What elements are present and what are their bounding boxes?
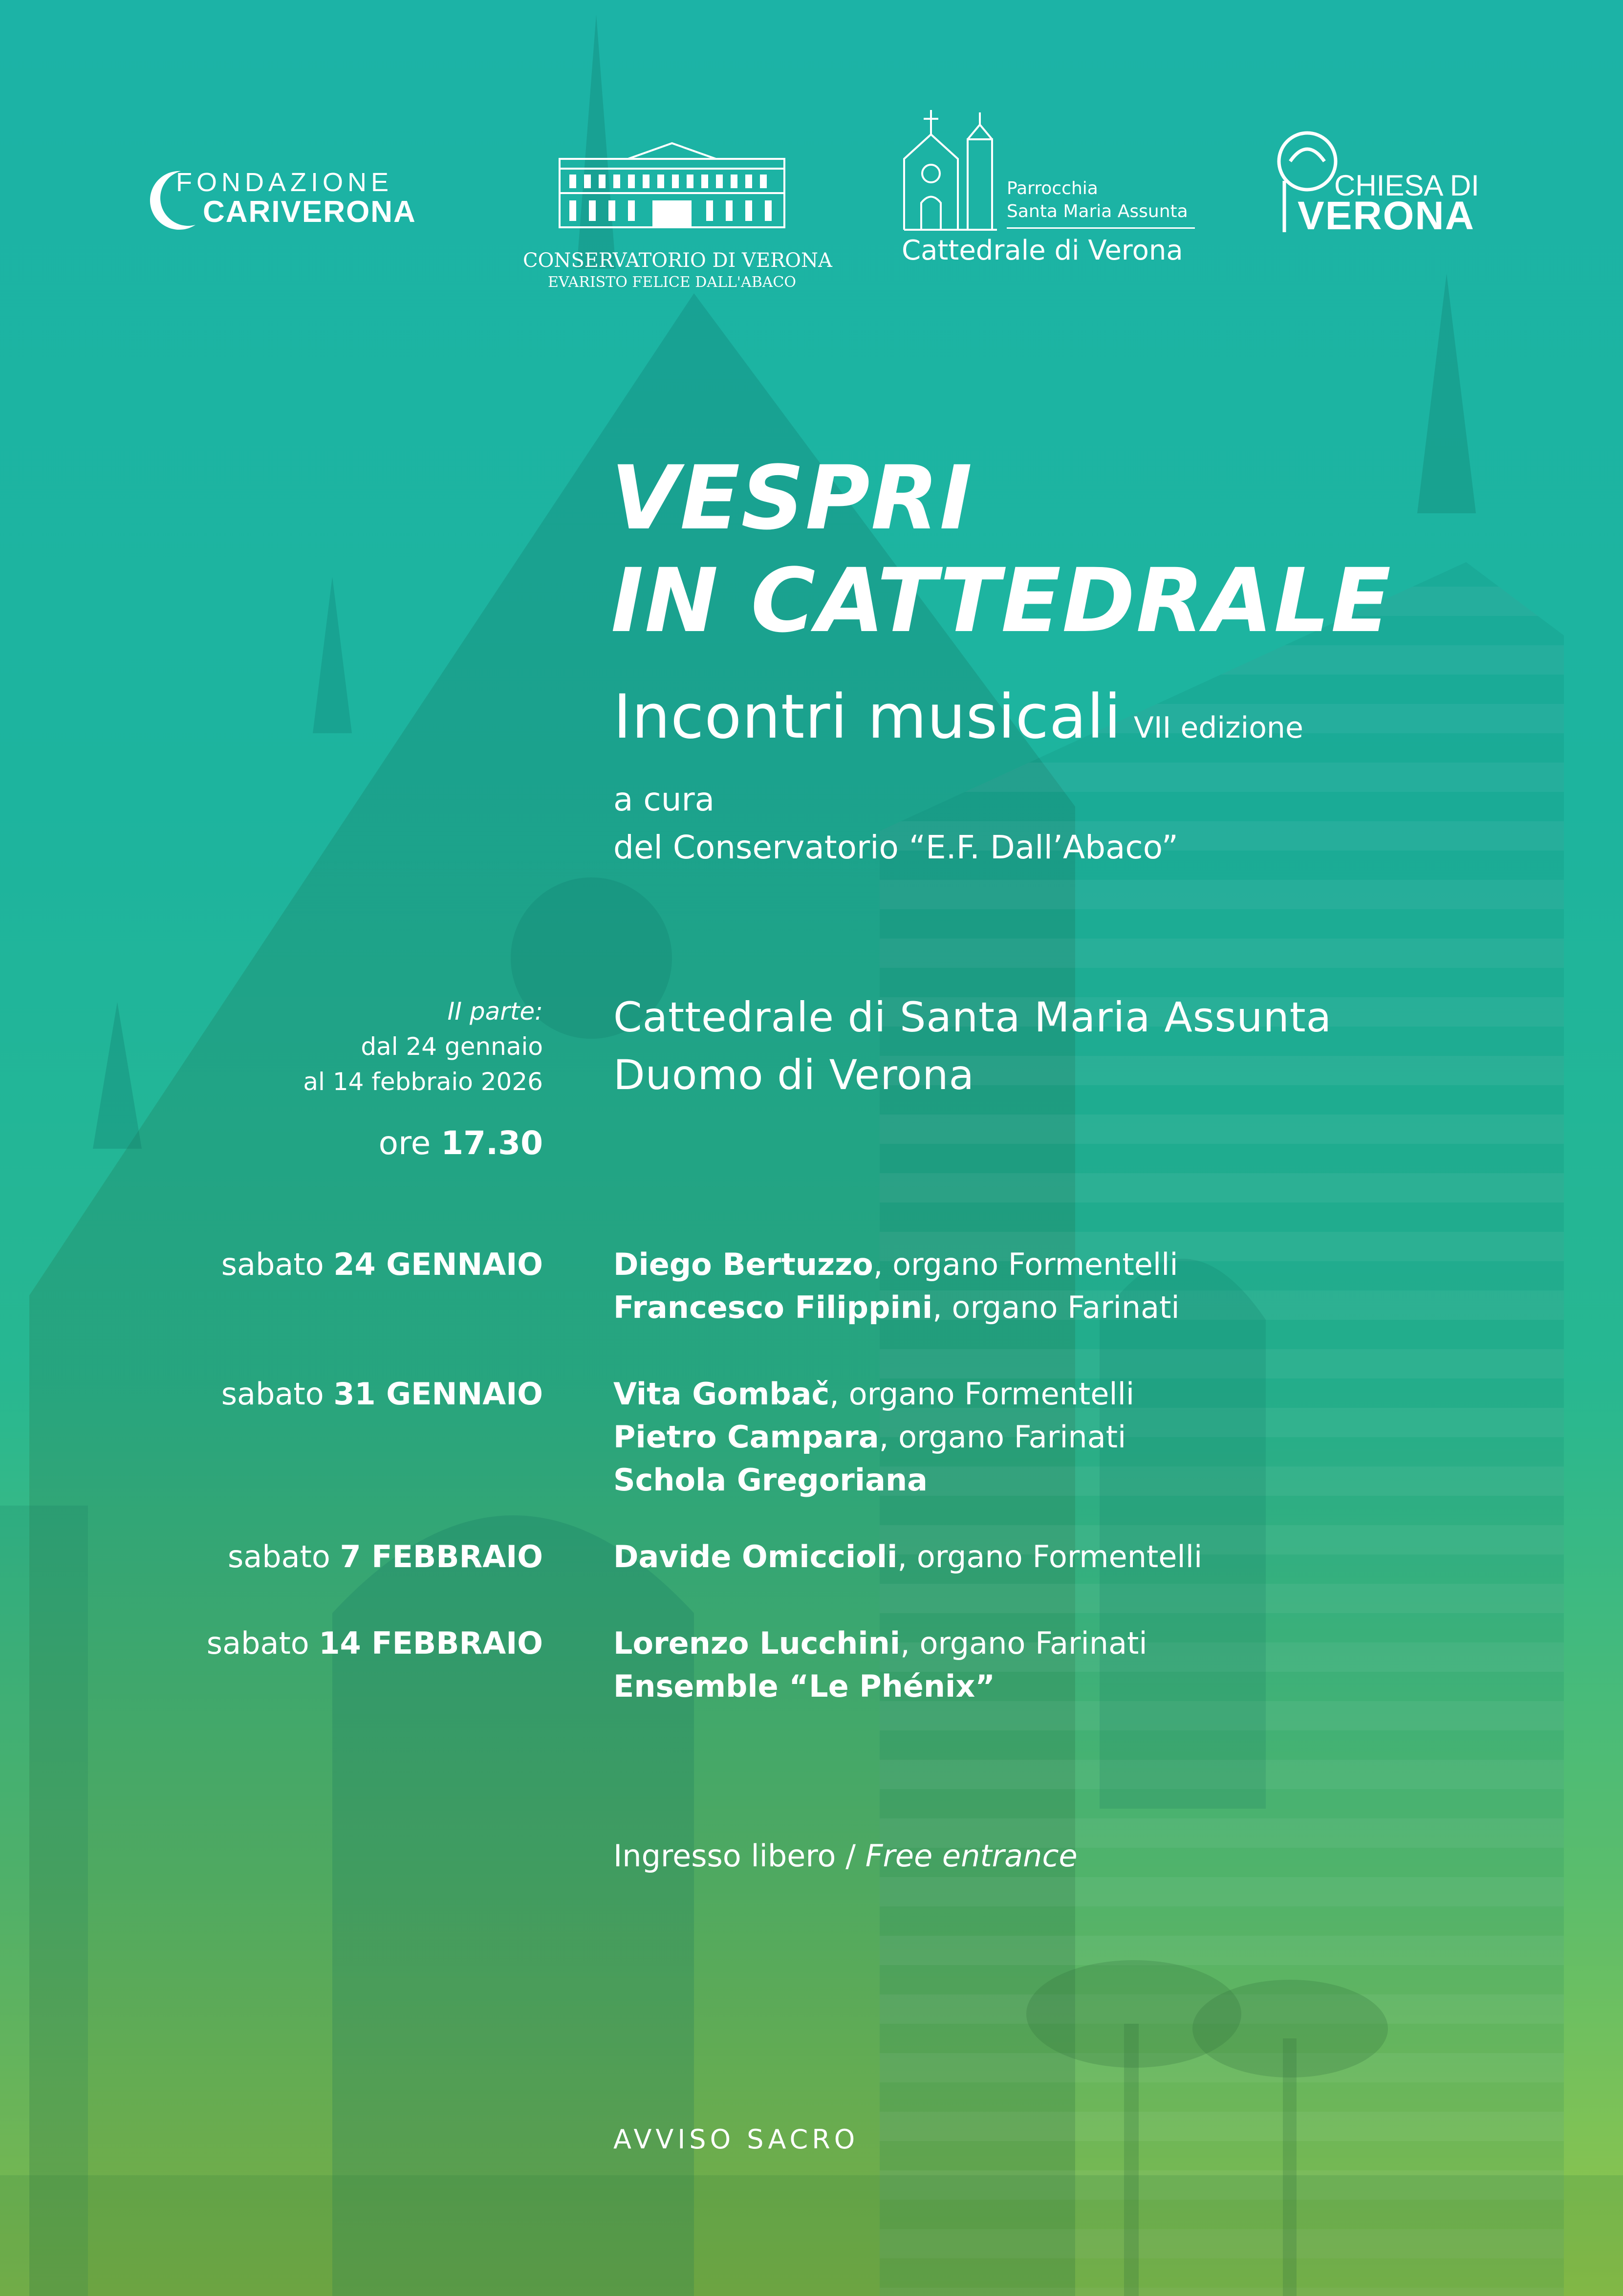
event-date: 14 FEBBRAIO [319,1625,543,1661]
event-day: sabato [221,1246,324,1282]
event-4-date [207,1625,543,1661]
chiesa-line1: CHIESA DI [1334,169,1479,202]
conservatorio-line1: CONSERVATORIO DI VERONA [523,249,832,272]
logo-conservatorio [518,139,832,301]
event-date: 24 GENNAIO [333,1246,543,1282]
performer-name: Schola Gregoriana [613,1462,928,1498]
subtitle-main-line [613,682,1303,752]
event-2-date [221,1376,543,1412]
fondazione-line1: FONDAZIONE [176,168,393,197]
footer-avviso-sacro: AVVISO SACRO [613,2124,859,2155]
conservatorio-line2: EVARISTO FELICE DALL'ABACO [548,274,796,291]
location-line1: Cattedrale di Santa Maria Assunta [613,993,1332,1041]
event-1-date [221,1246,543,1282]
event-day: sabato [227,1539,330,1574]
chiesa-line2: VERONA [1298,194,1475,238]
performer-role: , organo Formentelli [873,1246,1178,1282]
event-day: sabato [206,1625,309,1661]
event-3-date [228,1539,543,1574]
event-2-performer-1 [613,1376,1134,1412]
performer-role: , organo Farinati [932,1290,1180,1325]
performer-role: , organo Formentelli [829,1376,1135,1412]
event-date: 31 GENNAIO [333,1376,543,1412]
subtitle-line3: del Conservatorio “E.F. Dall’Abaco” [613,829,1178,866]
event-date: 7 FEBBRAIO [340,1539,543,1574]
event-4-performer-1 [613,1625,1147,1661]
performer-name: Davide Omiccioli [613,1539,898,1574]
period-from: dal 24 gennaio [361,1032,543,1061]
logo-chiesa-verona [1271,127,1495,240]
conservatorio-building-icon [555,139,789,232]
entrance-it: Ingresso libero / [613,1838,866,1874]
location-line2: Duomo di Verona [613,1051,975,1099]
parrocchia-line1: Parrocchia [1007,178,1098,198]
parrocchia-line2: Santa Maria Assunta [1007,201,1188,221]
logo-fondazione-cariverona [147,166,450,240]
subtitle-edition: VII edizione [1133,711,1303,745]
parrocchia-line3: Cattedrale di Verona [902,235,1183,266]
performer-name: Francesco Filippini [613,1290,933,1325]
time-prefix: ore [378,1124,431,1162]
performer-role: , organo Formentelli [897,1539,1203,1574]
period-label: II parte: [447,997,543,1026]
event-2-performer-2 [613,1419,1126,1455]
title-line1: VESPRI [611,447,974,549]
performer-name: Lorenzo Lucchini [613,1625,901,1661]
event-2-performer-3 [613,1462,928,1498]
period-time-line [379,1124,543,1162]
performer-name: Pietro Campara [613,1419,879,1455]
event-1-performer-2 [613,1290,1180,1325]
subtitle-main: Incontri musicali [613,682,1122,752]
subtitle-line2: a cura [613,781,715,818]
event-1-performer-1 [613,1246,1178,1282]
entrance-en: Free entrance [865,1838,1078,1874]
period-to: al 14 febbraio 2026 [303,1068,543,1096]
performer-name: Diego Bertuzzo [613,1246,873,1282]
event-day: sabato [221,1376,324,1412]
event-3-performer-1 [613,1539,1202,1574]
entrance-note [613,1838,1078,1874]
parrocchia-divider [1007,227,1195,229]
performer-role: , organo Farinati [900,1625,1147,1661]
performer-role: , organo Farinati [879,1419,1126,1455]
performer-name: Vita Gombač [613,1376,830,1412]
performer-name: Ensemble “Le Phénix” [613,1668,995,1704]
event-4-performer-2 [613,1668,995,1704]
cathedral-outline-icon [899,105,1002,232]
fondazione-line2: CARIVERONA [203,195,416,229]
logo-parrocchia [899,105,1202,271]
title-line2: IN CATTEDRALE [611,550,1392,652]
time-value: 17.30 [441,1124,543,1162]
